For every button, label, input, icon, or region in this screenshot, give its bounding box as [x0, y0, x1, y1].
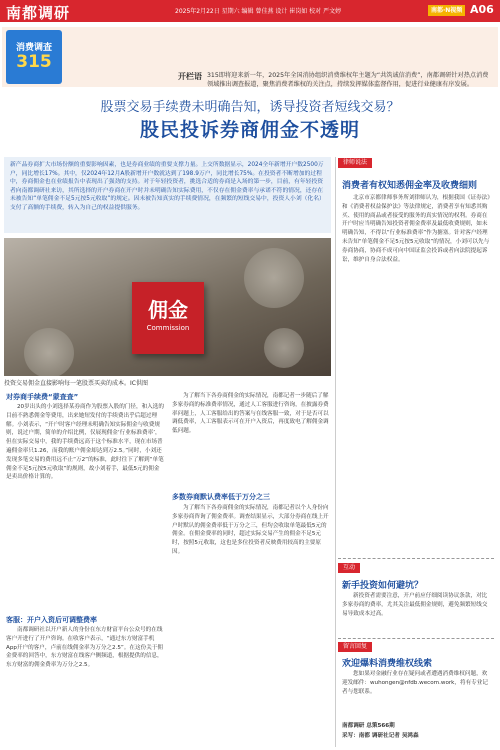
brand-tag: 南都·N视频	[428, 5, 465, 16]
section-body: 20岁出头的小刘选择某券商作为股票入股的门径，和入选的目前不熟悉佣金等费用，出来她短发付的手续费出乎后超过理解。小刘表示，“开户时客户经理未明确告知实际佣金与收费规则，说过户期，简单的介绍比例，仅展现佣金‘行业标准费率’，但在实际交易中，我的手续费远高于这个标准水平，现在市场普遍佣金率只1.26，而我的账户佣金却达到万2.5。”同时，小刘还发现多笔交易的费用远不止“万2”的标准，此时往下了解到“单笔佣金不足5元按5元收取”的规则，故小刘着手，最低5元的佣金是卖出价格计算的。	[6, 404, 164, 481]
column-divider	[335, 157, 336, 747]
lead-paragraph: 新产品券商扩大市场份额的重要影响因素，也是券商业绩的重要支撑力量。上交所数据显示，2024全年新增开户数2500万户，同比增长17%。其中，仅2024年12月A股新增开户数就达到了198.9万户，同比增长75%。在投资者不断增加的过程中，券商佣金也在业绩报告中表现出了强劲的支持。对于年轻投资者，挑选合适的券商是入场的第一步，目前，有年轻投资者向南都调研社来访，其所选择的开户券商在开户时并未明确告知实际费用，不仅存在佣金费率与承诺不符的情况，还存在未被告知“单笔佣金不足5元按5元收取”的规定。因未被告知真实的手续费情况，在频繁的短线交易中，投资人小刘（化名）支付了高额的手续费，转入为自己的权益提供服务。	[4, 157, 331, 233]
dashed-divider	[338, 638, 494, 639]
right-section-body: 新投资者需要注意，开户前应仔细阅读协议条款，对比多家券商的费率，尤其关注最低佣金规则，避免频繁短线交易导致成本过高。	[342, 593, 488, 617]
section-title: 南都调研	[6, 4, 71, 22]
photo-caption: 投资交易佣金直接影响每一笔股票买卖的成本。IC供图	[4, 380, 148, 387]
section-heading: 客服：开户入资后可调整费率	[6, 616, 97, 624]
right-section-label: 留言回复	[338, 642, 372, 652]
coin-decoration	[24, 328, 74, 376]
section-heading: 对券商手续费“蒙查查”	[6, 393, 79, 401]
section-body: 南都调研社以开户新人的身份在东方财富平台公众号的在线客户开进行了开户咨询。在收客户表示，“通过东方财富手机App开户的客户，卢前在线佣金率为万分之2.5”。在这份关于佣金费率的回答中，东方财富在线客户侧频道，根据提供的信息，东方财富的佣金费率为万分之2.5。	[6, 627, 163, 669]
right-section-title: 新手投资如何避坑？	[342, 581, 424, 591]
commission-block	[132, 282, 204, 354]
coin-decoration	[244, 248, 304, 308]
section-body: 为了解当下各券商佣金的实际情况，南都记者一步随后了解多家券商的标准费率情况，通过人工客服进行咨询，在披露券费率问题上，人工客服给出的答案与在线客服一致，对于是否可以调低费率，人工客服表示可在开户入资后，再度致电了解佣金调低问题。	[172, 393, 329, 435]
intro-text: 315即将迎来新一年，2025年全国消协组织消费维权年主题为“共筑诚信消费”，南都调研针对热点消费领域推出调查报道，聚焦消费者维权的关注点，持续发挥媒体监督作用，促进行业健康有序发展。	[207, 72, 489, 88]
consumer-survey-logo	[6, 30, 62, 84]
right-section-title: 欢迎爆料消费维权线索	[342, 659, 433, 669]
headline-kicker: 股票交易手续费未明确告知，诱导投资者短线交易？	[100, 100, 400, 115]
intro-label: 开栏语	[178, 72, 202, 81]
right-section-label: 互动	[338, 563, 360, 573]
issue-meta: 2025年2月22日 星期六 编辑 曾佳燕 设计 崔岗如 校对 严文婷	[175, 8, 342, 15]
commission-block-zh: 佣金	[148, 298, 188, 322]
credit-line: 采写：南都 调研社记者 吴鸿森	[342, 733, 419, 739]
right-section-label: 律师说法	[338, 158, 372, 168]
credit-line: 南都调研 总策566期	[342, 723, 395, 729]
right-section-body: 北京市京都律师事务所刘律师认为，根据我国《证券法》和《消费者权益保护法》等法律规定，消费者享有知悉其购买、使用的商品或者接受的服务的真实情况的权利。券商在开户时应当明确告知投资者佣金费率及最低收费规则，如未明确告知，不得以“行业标准费率”作为搪塞。针对客户经理未告知“单笔佣金不足5元按5元收取”的情况，小刘可以先与券商协商，协商不成可向中国证监会投诉或者向法院提起诉讼，维护自身合法权益。	[342, 195, 491, 263]
commission-block-en: Commission	[146, 324, 190, 332]
coin-decoration	[264, 328, 304, 368]
logo-label: 消费调查	[15, 43, 52, 53]
section-heading: 多数券商默认费率低于万分之三	[172, 493, 270, 501]
right-section-body: 您如果对金融行业存在疑问或者遭遇消费维权问题，欢迎发邮件：wuhongen@nfdb.wecom.work，将有专业记者与您联系。	[342, 671, 488, 695]
section-body: 为了解当下各券商佣金的实际情况，南都记者以个人身份向多家券商咨询了佣金费率。调查结果显示，大部分券商在线上开户时默认的佣金费率低于万分之三，但均会收取单笔最低5元的佣金。在佣金费率的同时，超过实际交易产生的佣金不足5元时，按照5元收取，这也是多位投资者反映费用较高的主要原因。	[172, 505, 329, 555]
masthead	[0, 0, 500, 22]
right-section-title: 消费者有权知悉佣金率及收费细则	[342, 181, 478, 191]
commission-photo	[4, 238, 331, 376]
column-intro-banner	[2, 27, 498, 87]
headline: 股民投诉券商佣金不透明	[139, 119, 360, 141]
page-number: A06	[470, 3, 494, 16]
logo-number: 315	[16, 52, 52, 72]
dashed-divider	[338, 558, 494, 559]
